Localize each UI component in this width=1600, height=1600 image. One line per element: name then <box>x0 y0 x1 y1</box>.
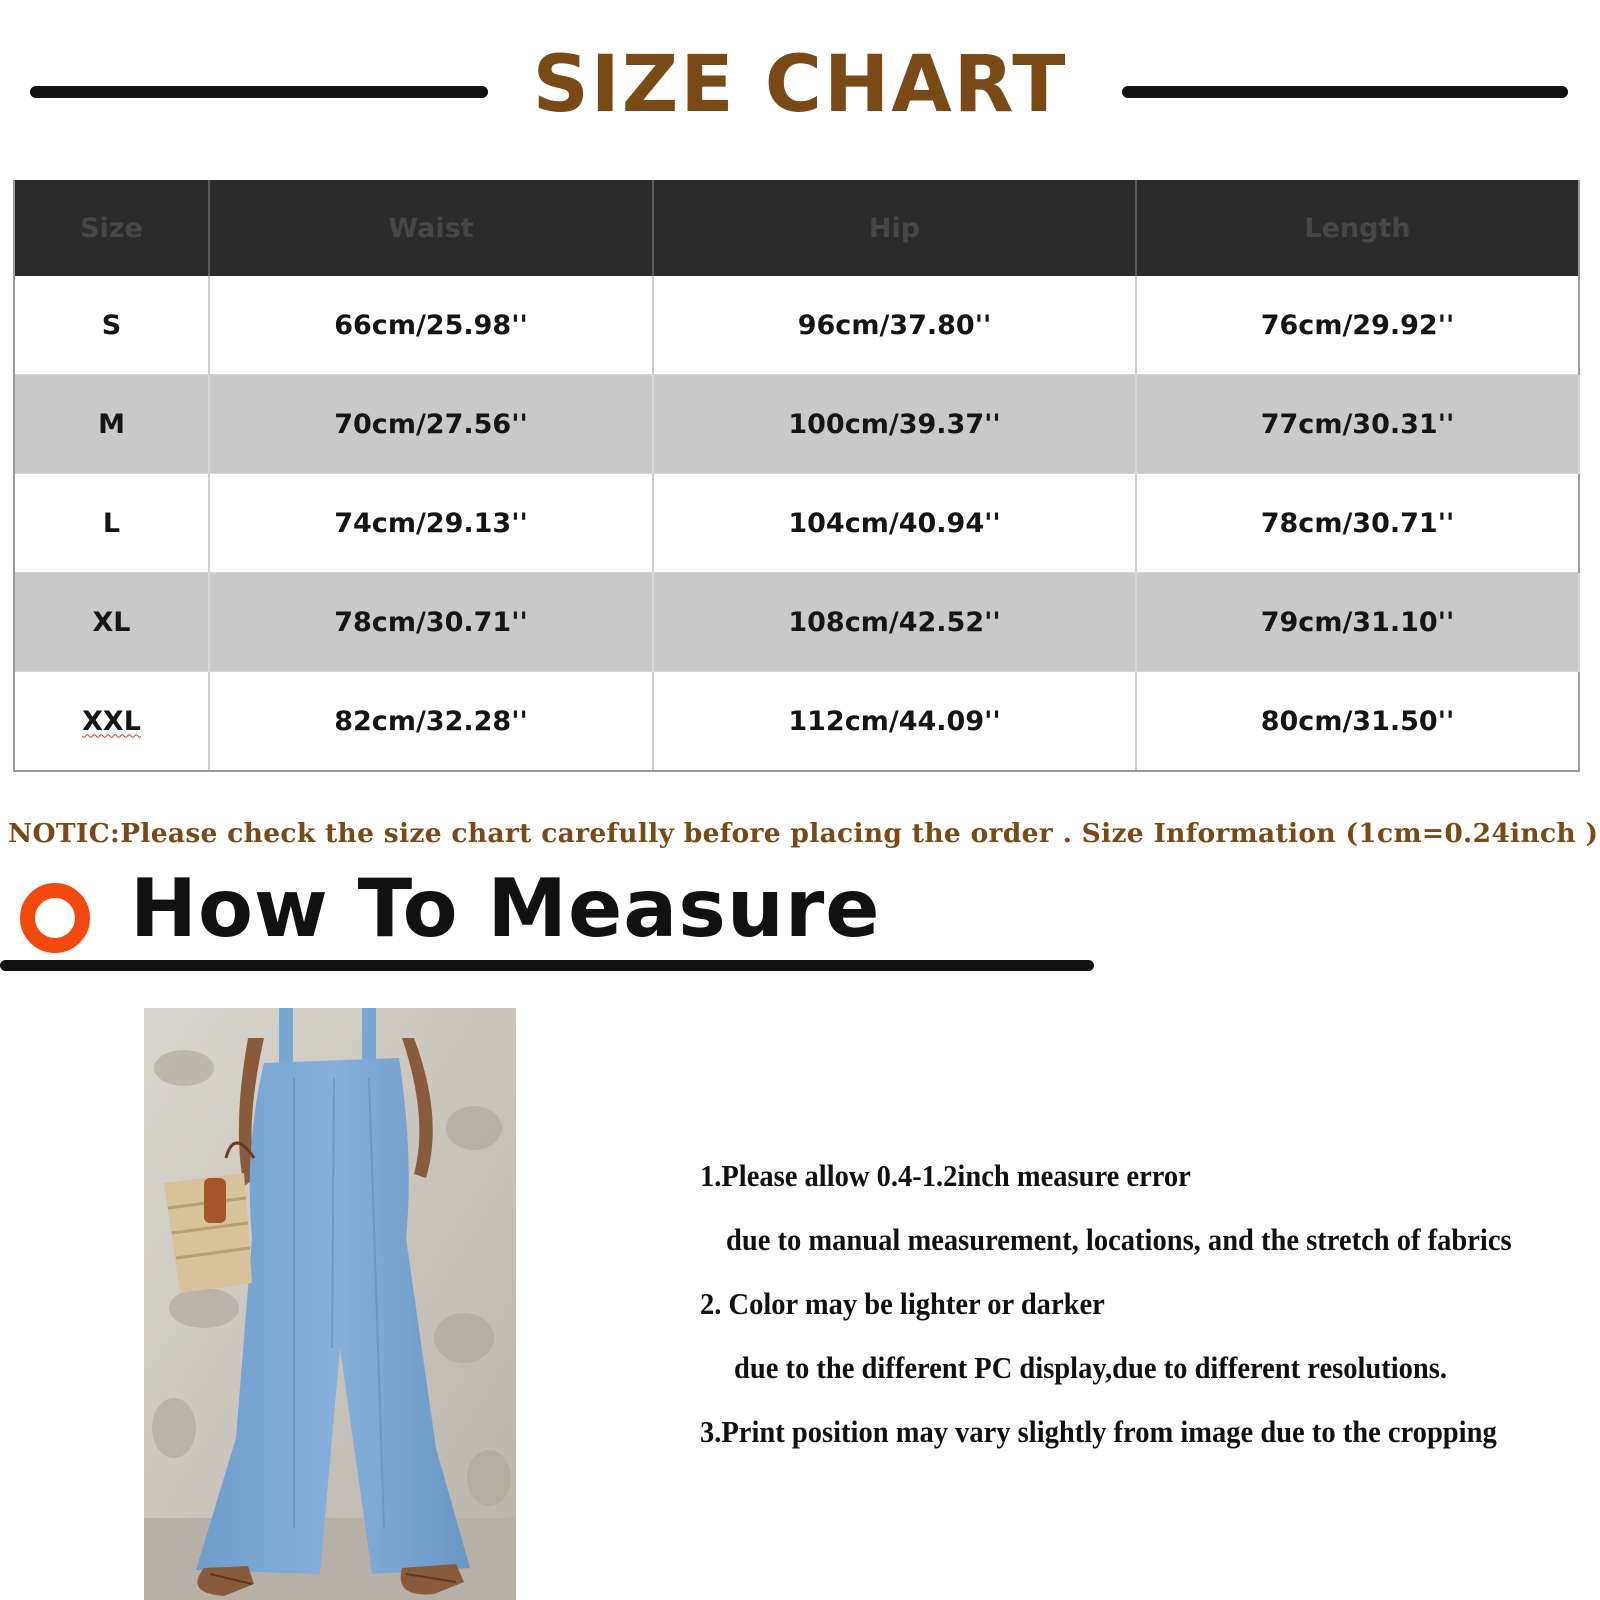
size-notice: NOTIC:Please check the size chart carefully before placing the order . Size Information (1cm=0.24inch ) <box>8 818 1599 849</box>
ring-bullet-icon <box>20 883 90 953</box>
waist-cell: 78cm/30.71'' <box>209 573 653 672</box>
table-row <box>14 375 1579 474</box>
size-label: XXL <box>82 705 141 737</box>
page-title: SIZE CHART <box>532 40 1068 130</box>
size-cell: XL <box>14 573 209 672</box>
table-row <box>14 573 1579 672</box>
length-cell: 76cm/29.92'' <box>1136 276 1579 375</box>
measure-note-1-detail: due to manual measurement, locations, and the stretch of fabrics <box>726 1222 1512 1257</box>
size-chart-table <box>13 180 1580 772</box>
hip-cell: 112cm/44.09'' <box>653 672 1136 772</box>
column-header-waist: Waist <box>209 180 653 276</box>
measure-note-1: 1.Please allow 0.4-1.2inch measure error <box>700 1158 1191 1193</box>
length-cell: 79cm/31.10'' <box>1136 573 1579 672</box>
hip-cell: 104cm/40.94'' <box>653 474 1136 573</box>
table-row <box>14 474 1579 573</box>
section-title: How To Measure <box>130 862 881 955</box>
table-row <box>14 276 1579 375</box>
hip-cell: 96cm/37.80'' <box>653 276 1136 375</box>
size-cell: M <box>14 375 209 474</box>
length-cell: 77cm/30.31'' <box>1136 375 1579 474</box>
hip-cell: 108cm/42.52'' <box>653 573 1136 672</box>
waist-cell: 74cm/29.13'' <box>209 474 653 573</box>
section-rule <box>0 960 1094 971</box>
waist-cell: 70cm/27.56'' <box>209 375 653 474</box>
column-header-hip: Hip <box>653 180 1136 276</box>
size-cell: L <box>14 474 209 573</box>
column-header-length: Length <box>1136 180 1579 276</box>
waist-cell: 82cm/32.28'' <box>209 672 653 772</box>
title-rule-right <box>1122 86 1568 98</box>
measure-note-2: 2. Color may be lighter or darker <box>700 1286 1105 1321</box>
size-cell: S <box>14 276 209 375</box>
product-photo <box>144 1008 516 1600</box>
length-cell: 78cm/30.71'' <box>1136 474 1579 573</box>
measure-note-2-detail: due to the different PC display,due to different resolutions. <box>734 1350 1448 1385</box>
table-row <box>14 672 1579 772</box>
table-header-row <box>14 180 1579 276</box>
size-cell <box>14 672 209 772</box>
length-cell: 80cm/31.50'' <box>1136 672 1579 772</box>
column-header-size: Size <box>14 180 209 276</box>
waist-cell: 66cm/25.98'' <box>209 276 653 375</box>
measure-note-3: 3.Print position may vary slightly from image due to the cropping <box>700 1414 1497 1449</box>
hip-cell: 100cm/39.37'' <box>653 375 1136 474</box>
